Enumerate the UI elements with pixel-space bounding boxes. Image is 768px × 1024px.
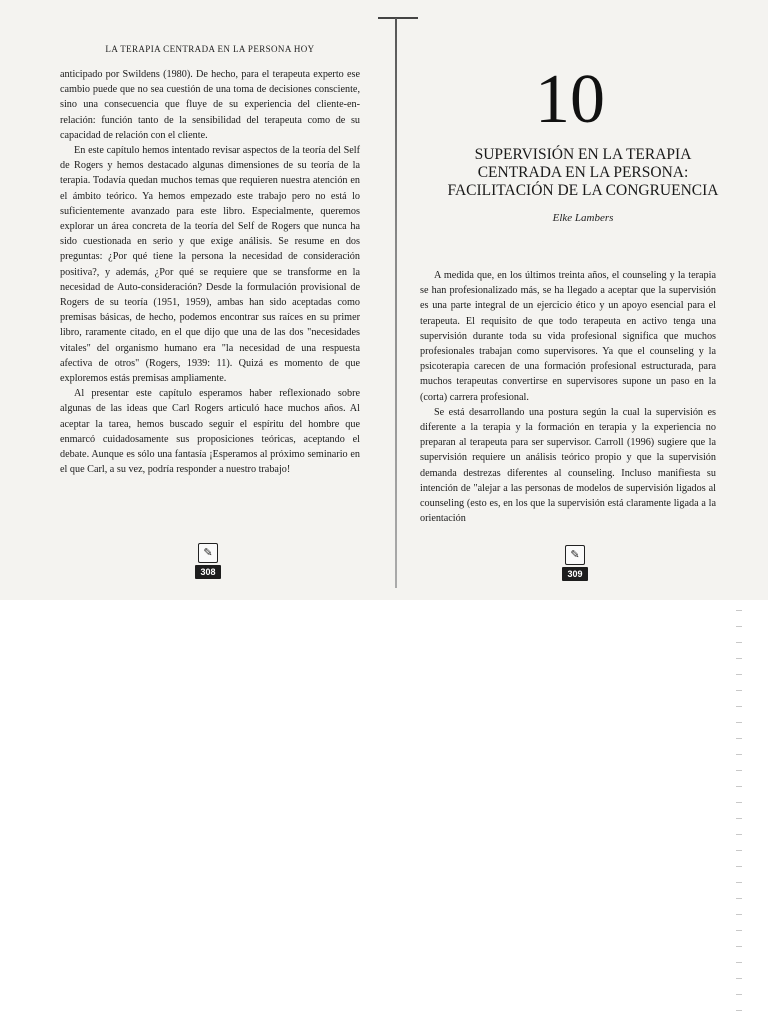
edge-tick [736,754,742,755]
edge-tick [736,930,742,931]
chapter-number: 10 [535,61,605,138]
edge-tick [736,722,742,723]
left-page-number: 308 [195,565,221,579]
chapter-title-line: FACILITACIÓN DE LA CONGRUENCIA [447,182,719,199]
chapter-title [438,146,728,200]
edge-tick [736,834,742,835]
edge-tick [736,706,742,707]
edge-tick [736,802,742,803]
edge-tick [736,818,742,819]
left-page-body [60,67,360,477]
edge-tick [736,658,742,659]
edge-tick [736,1010,742,1011]
book-gutter [395,18,397,588]
chapter-title-line: CENTRADA EN LA PERSONA: [477,164,689,181]
right-paragraph-2: Se está desarrollando una postura según la cual la supervisión es diferente a la terapia y la formación en terapia y la experiencia no preparan al terapeuta para ser supervisor. Carroll (1996) sugiere que la supervisión requiere un análisis teórico propio y que la supervisión demanda destrezas diferentes al counseling. Incluso manifiesta su intención de "alejar a las personas de modelos de supervisión ligados al counseling (esto es, en los que la supervisión está claramente ligada a la orientación [420,406,716,525]
edge-tick [736,642,742,643]
edge-tick [736,866,742,867]
edge-tick [736,690,742,691]
edge-tick [736,946,742,947]
left-paragraph-1: anticipado por Swildens (1980). De hecho, para el terapeuta experto ese cambio puede que no sea cuestión de una toma de decisiones consciente, sino una consecuencia que fluye de su experiencia del cliente-en-relación: función tanto de la sensibilidad del terapeuta como de su capacidad de relación con el cliente. [60,69,360,141]
running-head: LA TERAPIA CENTRADA EN LA PERSONA HOY [105,44,315,54]
publisher-logo-icon: ✎ [565,545,585,565]
right-page-body [420,268,716,526]
edge-tick [736,674,742,675]
edge-tick [736,786,742,787]
left-folio [195,543,221,579]
page-edge-marks [730,600,750,1020]
edge-tick [736,738,742,739]
chapter-author: Elke Lambers [552,212,614,224]
right-page-number: 309 [562,567,588,581]
publisher-logo-icon: ✎ [198,543,218,563]
edge-tick [736,994,742,995]
left-paragraph-2: En este capítulo hemos intentado revisar aspectos de la teoría del Self de Rogers y hemos destacado algunas dimensiones de su teoría de la terapia. Todavía quedan muchos temas que requieren nuestra atención en el ámbito teórico. Ya hemos empezado este trabajo pero no está lo suficientemente avanzado para este libro. Especialmente, queremos explorar un área concreta de la teoría del Self de Rogers que nunca ha sido cuestionada en serio y que exige análisis. Se resume en dos preguntas: ¿Por qué tiene la persona la necesidad de consideración positiva?, y además, ¿Por qué se requiere que se transforme en la necesidad de Auto-consideración? Desde la formulación provisional de Rogers de su teoría (1951, 1959), ambas han sido aceptadas como premisas básicas, de hecho, podemos encontrar sus raíces en su primer libro, raramente citado, en el que dijo que una de las dos "necesidades vitales" del organismo humano era "la necesidad de una respuesta afectiva de otros" (Rogers, 1939: 11). Quizá es momento de que exploremos estás premisas ampliamente. [60,145,360,385]
edge-tick [736,962,742,963]
edge-tick [736,850,742,851]
left-paragraph-3: Al presentar este capítulo esperamos haber reflexionado sobre algunas de las ideas que Carl Rogers articuló hace muchos años. Al aceptar la tarea, hemos buscado seguir el espíritu del hombre que enmarcó cuidadosamente sus proposiciones teóricas, aceptando el debate. Aunque es sólo una fantasía ¡Esperamos al próximo seminario en el que Carl, a su vez, podría responder a nuestro trabajo! [60,388,360,476]
edge-tick [736,978,742,979]
chapter-title-line: SUPERVISIÓN EN LA TERAPIA [474,146,692,163]
right-folio [562,545,588,581]
edge-tick [736,610,742,611]
edge-tick [736,914,742,915]
edge-tick [736,882,742,883]
edge-tick [736,770,742,771]
gutter-mark [378,17,418,19]
edge-tick [736,626,742,627]
edge-tick [736,898,742,899]
right-paragraph-1: A medida que, en los últimos treinta años, el counseling y la terapia se han profesionalizado más, se ha llegado a aceptar que la supervisión es una parte integral de un ejercicio ético y un apoyo esencial para el terapeuta. El requisito de que todo terapeuta en activo tenga una supervisión durante toda su vida profesional significa que muchos profesionales trabajan como supervisores. Ya que el counseling y la psicoterapia carecen de una formación profesional estructurada, para muchos terapeutas convertirse en supervisores supone un paso en la (corta) carrera profesional. [420,270,716,403]
